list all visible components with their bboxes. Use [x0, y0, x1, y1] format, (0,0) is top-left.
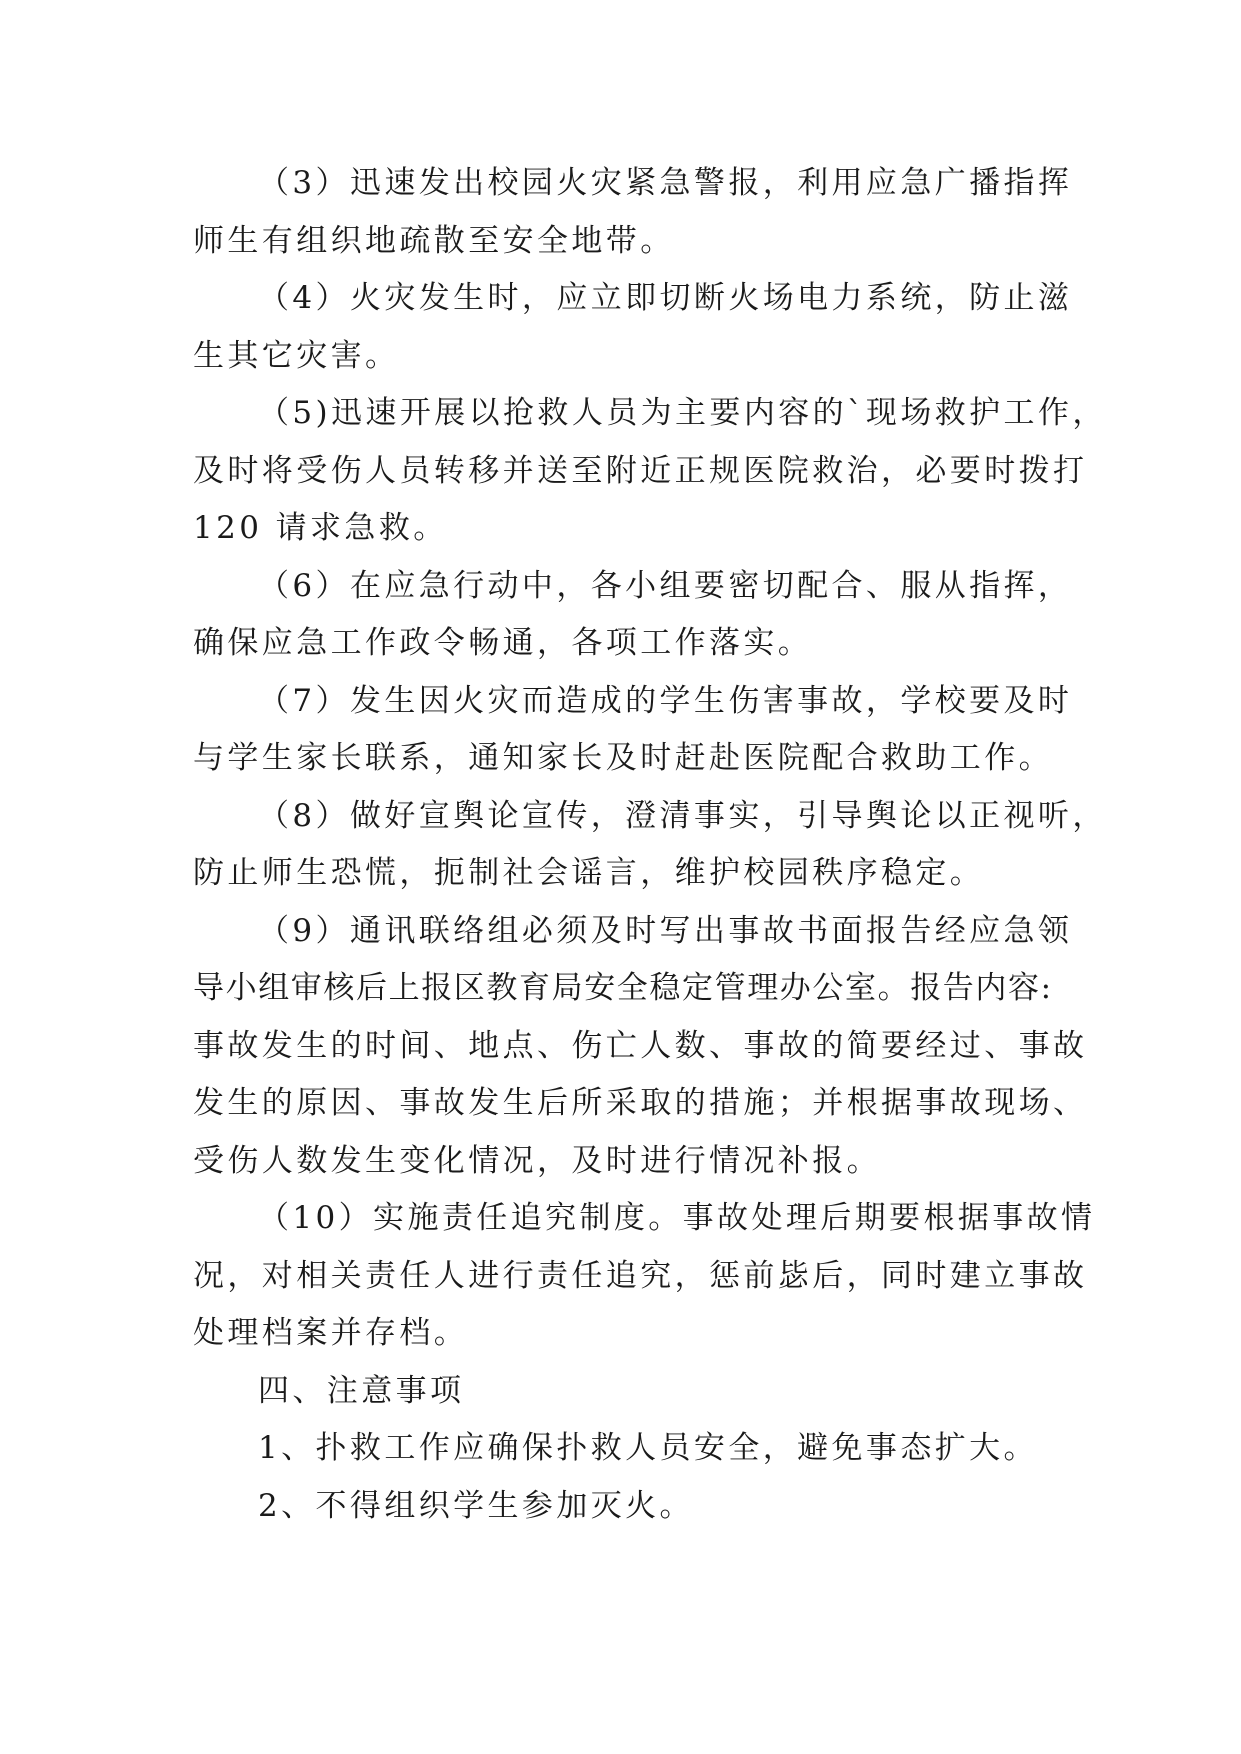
paragraph-4-line-1: （4）火灾发生时，应立即切断火场电力系统，防止滋 — [258, 280, 1073, 316]
paragraph-9-line-1: （9）通讯联络组必须及时写出事故书面报告经应急领 — [258, 913, 1073, 949]
paragraph-5-line-2: 及时将受伤人员转移并送至附近正规医院救治，必要时拨打 — [193, 453, 1088, 489]
paragraph-5-line-1: （5)迅速开展以抢救人员为主要内容的`现场救护工作， — [258, 395, 1107, 431]
section-heading-notes: 四、注意事项 — [258, 1373, 465, 1409]
paragraph-9-line-5: 受伤人数发生变化情况，及时进行情况补报。 — [193, 1143, 881, 1179]
paragraph-10-line-3: 处理档案并存档。 — [193, 1315, 469, 1351]
paragraph-6-line-1: （6）在应急行动中，各小组要密切配合、服从指挥， — [258, 568, 1073, 604]
paragraph-3-line-1: （3）迅速发出校园火灾紧急警报，利用应急广播指挥 — [258, 165, 1073, 201]
note-item-2: 2、不得组织学生参加灭火。 — [258, 1488, 694, 1524]
note-item-1: 1、扑救工作应确保扑救人员安全，避免事态扩大。 — [258, 1430, 1038, 1466]
paragraph-9-line-3: 事故发生的时间、地点、伤亡人数、事故的简要经过、事故 — [193, 1028, 1088, 1064]
paragraph-3-line-2: 师生有组织地疏散至安全地带。 — [193, 223, 675, 259]
paragraph-9-line-4: 发生的原因、事故发生后所采取的措施；并根据事故现场、 — [193, 1085, 1088, 1121]
paragraph-5-line-3: 120 请求急救。 — [193, 510, 448, 546]
paragraph-6-line-2: 确保应急工作政令畅通，各项工作落实。 — [193, 625, 813, 661]
paragraph-4-line-2: 生其它灾害。 — [193, 338, 400, 374]
paragraph-7-line-1: （7）发生因火灾而造成的学生伤害事故，学校要及时 — [258, 683, 1073, 719]
paragraph-7-line-2: 与学生家长联系，通知家长及时赶赴医院配合救助工作。 — [193, 740, 1053, 776]
paragraph-9-line-2: 导小组审核后上报区教育局安全稳定管理办公室。报告内容: — [193, 970, 1053, 1006]
paragraph-8-line-2: 防止师生恐慌，扼制社会谣言，维护校园秩序稳定。 — [193, 855, 985, 891]
paragraph-10-line-2: 况，对相关责任人进行责任追究，惩前毖后，同时建立事故 — [193, 1258, 1088, 1294]
paragraph-8-line-1: （8）做好宣舆论宣传，澄清事实，引导舆论以正视听， — [258, 798, 1107, 834]
paragraph-10-line-1: （10）实施责任追究制度。事故处理后期要根据事故情 — [258, 1200, 1096, 1236]
